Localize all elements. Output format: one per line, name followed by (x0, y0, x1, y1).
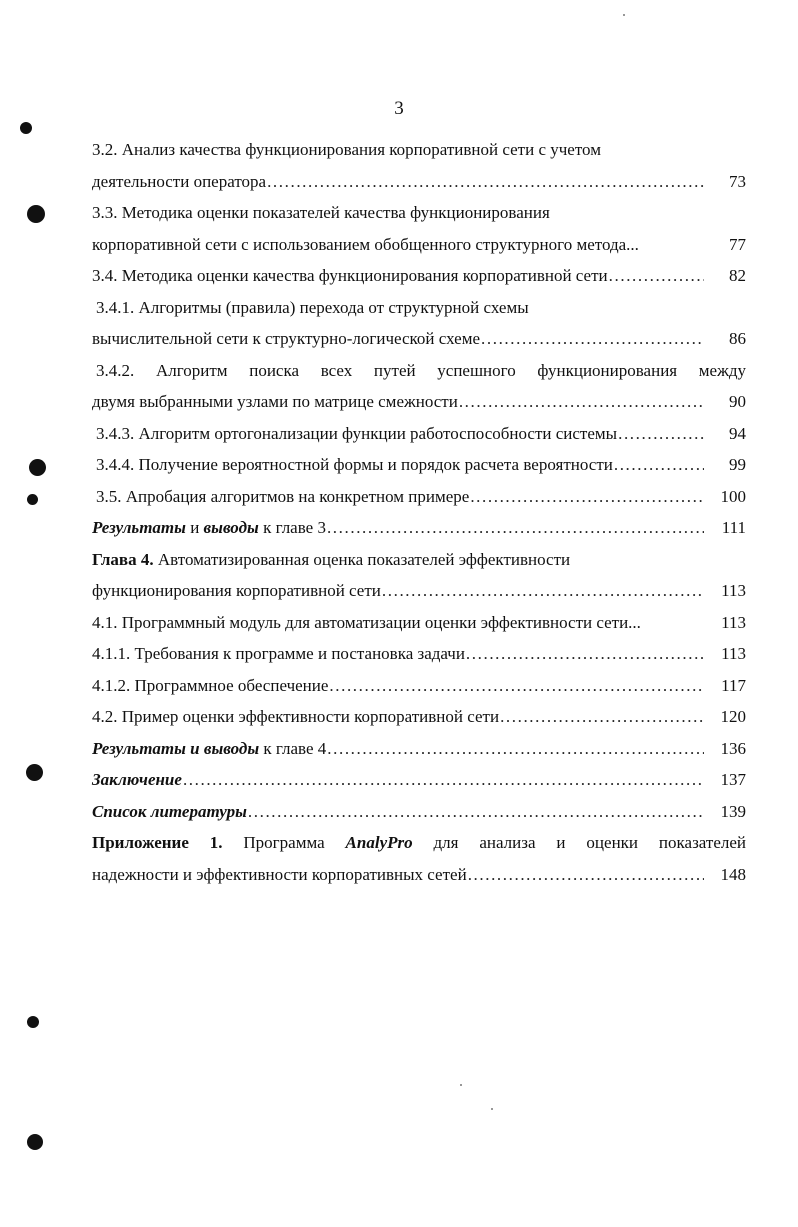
toc-word: и (556, 833, 566, 852)
toc-page-number: 99 (729, 455, 746, 474)
toc-entry-text (92, 229, 639, 261)
toc-entry-text (92, 323, 480, 355)
toc-text-part: выводы (203, 518, 259, 537)
toc-word: оценки (586, 833, 639, 852)
toc-entry-text (96, 481, 469, 513)
toc-line (92, 449, 746, 481)
toc-entry-text (92, 670, 328, 702)
table-of-contents (92, 134, 746, 890)
toc-entry-text (92, 260, 608, 292)
toc-leader-dots (327, 512, 704, 544)
toc-page-number: 100 (720, 486, 746, 506)
toc-page-number: 77 (729, 234, 746, 254)
toc-word: между (698, 360, 746, 380)
toc-entry-text (92, 764, 182, 796)
toc-entry-text (96, 449, 613, 481)
toc-word: Программа (243, 833, 325, 852)
toc-text-part: к главе 3 (258, 518, 326, 537)
toc-word: функционирования (537, 360, 678, 380)
punch-hole-mark (27, 205, 45, 223)
toc-page-number: 94 (729, 423, 746, 443)
toc-leader-dots (500, 701, 704, 733)
toc-text-part: 3.5. Апробация алгоритмов на конкретном примере (96, 486, 470, 506)
toc-leader-dots (470, 481, 704, 513)
toc-leader-dots (614, 449, 704, 481)
toc-text-part: к главе 4 (259, 738, 327, 758)
toc-line (92, 355, 746, 387)
toc-entry-text (92, 544, 570, 576)
toc-leader-dots (329, 670, 704, 702)
toc-text-part: функционирования корпоративной сети (92, 581, 381, 600)
toc-page-number: 120 (720, 707, 746, 726)
toc-word: Приложение (92, 833, 189, 852)
toc-word: Алгоритм (155, 360, 228, 380)
toc-line (92, 292, 746, 324)
toc-text-part: корпоративной сети с использованием обобщенного структурного метода... (92, 234, 639, 254)
toc-page-number: 73 (729, 171, 746, 191)
page-number: 3 (394, 98, 404, 119)
toc-leader-dots (459, 386, 704, 418)
toc-text-part: 3.2. Анализ качества функционирования корпоративной сети с учетом (92, 140, 601, 159)
punch-hole-mark (29, 459, 46, 476)
toc-word: успешного (437, 360, 516, 380)
toc-leader-dots (609, 260, 704, 292)
toc-line (92, 229, 746, 261)
toc-text-part: Результаты (92, 518, 186, 537)
toc-text-part: двумя выбранными узлами по матрице смежности (92, 392, 458, 411)
toc-page-number: 136 (720, 738, 746, 758)
toc-text-part: 4.1.2. Программное обеспечение (92, 675, 329, 695)
punch-hole-mark (26, 764, 43, 781)
toc-page-number: 113 (721, 612, 746, 632)
toc-leader-dots (267, 166, 704, 198)
toc-leader-dots (327, 733, 704, 765)
toc-page-number: 148 (720, 864, 746, 884)
punch-hole-mark (20, 122, 32, 134)
toc-word: поиска (249, 360, 300, 380)
toc-line (92, 796, 746, 828)
toc-entry-text (92, 197, 550, 229)
toc-text-part: деятельности оператора (92, 171, 267, 191)
toc-leader-dots (481, 323, 704, 355)
toc-line (92, 764, 746, 796)
toc-text-part: 3.4.1. Алгоритмы (правила) перехода от структурной схемы (96, 297, 529, 317)
toc-text-part: Глава 4. (92, 549, 154, 569)
toc-text-part: 4.1.1. Требования к программе и постановка задачи (92, 644, 465, 663)
toc-line (92, 260, 746, 292)
toc-entry-text (92, 607, 641, 639)
toc-word: путей (373, 360, 416, 380)
toc-line (92, 323, 746, 355)
toc-text-part: Заключение (92, 770, 182, 789)
toc-word: анализа (479, 833, 536, 852)
scan-speck (460, 1084, 462, 1086)
toc-page-number: 113 (721, 581, 746, 600)
toc-word: показателей (658, 833, 746, 852)
toc-word: AnalyPro (345, 833, 413, 852)
toc-leader-dots (466, 638, 704, 670)
toc-line (92, 638, 746, 670)
toc-leader-dots (382, 575, 704, 607)
toc-page-number: 117 (721, 675, 746, 695)
toc-text-part: 4.2. Пример оценки эффективности корпоративной сети (92, 707, 500, 726)
toc-line (92, 512, 746, 544)
toc-text-part: Список литературы (92, 801, 247, 821)
toc-line (92, 544, 746, 576)
toc-entry-text (92, 512, 326, 544)
toc-text-part: Автоматизированная оценка показателей эффективности (153, 549, 571, 569)
toc-page-number: 111 (721, 518, 746, 537)
toc-leader-dots (468, 859, 704, 891)
punch-hole-mark (27, 1134, 43, 1150)
toc-leader-dots (248, 796, 704, 828)
toc-text-part: 3.4.3. Алгоритм ортогонализации функции работоспособности системы (96, 423, 618, 443)
scan-speck (491, 1108, 493, 1110)
toc-text-part: вычислительной сети к структурно-логической схеме (92, 329, 481, 348)
toc-entry-text (92, 166, 266, 198)
toc-entry-text (92, 134, 601, 166)
toc-line (92, 197, 746, 229)
toc-line (92, 386, 746, 418)
toc-entry-text (96, 292, 529, 324)
toc-leader-dots (183, 764, 704, 796)
toc-text-part: Результаты и выводы (92, 738, 260, 758)
toc-entry-text (96, 418, 617, 450)
toc-page-number: 82 (729, 266, 746, 285)
toc-line (92, 701, 746, 733)
toc-line (92, 481, 746, 513)
toc-text-part: надежности и эффективности корпоративных сетей (92, 864, 467, 884)
punch-hole-mark (27, 494, 38, 505)
toc-text-part: 3.4. Методика оценки качества функционирования корпоративной сети (92, 266, 608, 285)
toc-entry-text (92, 701, 499, 733)
toc-line (92, 859, 746, 891)
toc-line (92, 166, 746, 198)
toc-line (92, 733, 746, 765)
toc-entry-text (92, 733, 326, 765)
toc-line (92, 134, 746, 166)
toc-word: 3.4.2. (96, 360, 135, 380)
toc-line (92, 670, 746, 702)
punch-hole-mark (27, 1016, 39, 1028)
toc-entry-text (92, 638, 465, 670)
toc-word: для (433, 833, 459, 852)
toc-line (92, 418, 746, 450)
toc-line (92, 575, 746, 607)
scan-speck (623, 14, 625, 16)
toc-word: 1. (209, 833, 223, 852)
toc-text-part: 3.3. Методика оценки показателей качества функционирования (92, 203, 550, 222)
toc-page-number: 90 (729, 392, 746, 411)
toc-text-part: 3.4.4. Получение вероятностной формы и порядок расчета вероятности (96, 455, 613, 474)
toc-word: всех (320, 360, 353, 380)
toc-page-number: 137 (720, 770, 746, 789)
toc-page-number: 86 (729, 329, 746, 348)
toc-line (92, 607, 746, 639)
toc-entry-text (92, 575, 381, 607)
toc-text-part: и (185, 518, 204, 537)
toc-line (92, 827, 746, 859)
toc-entry-text (92, 386, 458, 418)
toc-page-number: 139 (720, 801, 746, 821)
toc-page-number: 113 (721, 644, 746, 663)
toc-entry-text (92, 796, 247, 828)
toc-leader-dots (618, 418, 704, 450)
toc-entry-text (92, 859, 467, 891)
toc-text-part: 4.1. Программный модуль для автоматизации оценки эффективности сети... (92, 612, 641, 632)
